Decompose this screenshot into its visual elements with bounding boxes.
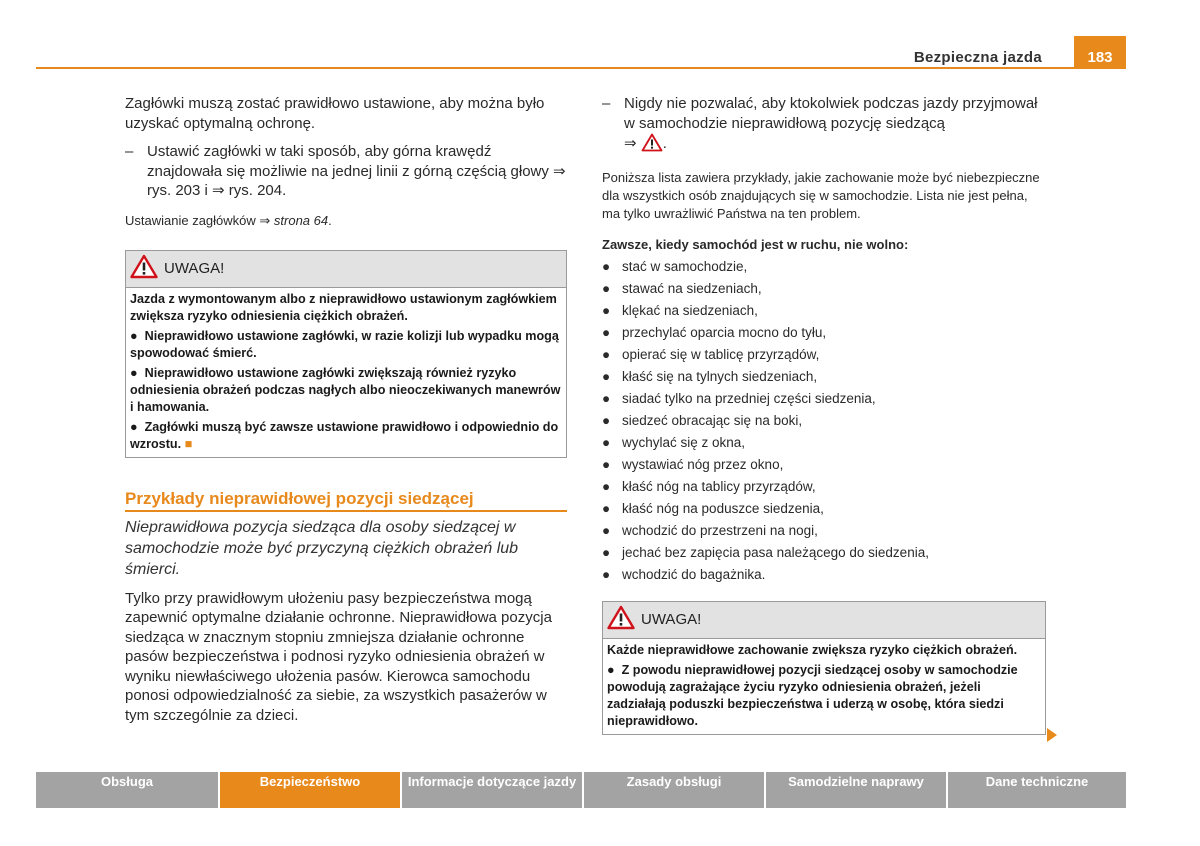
bullet-icon: ● — [602, 368, 611, 384]
never-allow-instruction — [602, 94, 1046, 158]
nav-tab-zasady[interactable]: Zasady obsługi — [584, 772, 764, 808]
list-item-text: stać w samochodzie, — [622, 258, 748, 274]
bullet-icon: ● — [602, 478, 611, 494]
bullet-icon: ● — [602, 346, 611, 362]
list-item-text: jechać bez zapięcia pasa należącego do siedzenia, — [622, 544, 929, 560]
end-marker-icon: ■ — [184, 436, 193, 451]
bullet-icon: ● — [602, 456, 611, 472]
nav-tab-naprawy[interactable]: Samodzielne naprawy — [766, 772, 946, 808]
header-section-title: Bezpieczna jazda — [913, 49, 1042, 66]
warning-bullet — [130, 419, 562, 453]
list-item-text: kłaść nóg na tablicy przyrządów, — [622, 478, 816, 494]
headrest-intro-paragraph: Zagłówki muszą zostać prawidłowo ustawione, aby można było uzyskać optymalną ochronę. — [125, 95, 545, 132]
warning-bullet-text: Z powodu nieprawidłowej pozycji siedzącej osoby w samochodzie powodują zagrażające życiu ryzyko odniesienia obrażeń, jeżeli zadziałają poduszki bezpieczeństwa i uderzą w osobę, która siedzi nieprawidłowo. — [607, 662, 1018, 728]
list-item-text: siadać tylko na przedniej części siedzenia, — [622, 390, 876, 406]
list-item-text: wystawiać nóg przez okno, — [622, 456, 784, 472]
nav-tab-obsluga[interactable]: Obsługa — [36, 772, 218, 808]
cross-reference-link[interactable]: strona 64 — [273, 212, 329, 228]
bullet-icon: ● — [130, 328, 138, 343]
section-heading: Przykłady nieprawidłowej pozycji siedzącej — [125, 489, 567, 512]
headrest-instruction-text: Ustawić zagłówki w taki sposób, aby górna krawędź znajdowała się możliwie na jednej linii z górną częścią głowy ⇒ rys. 203 i ⇒ rys. 204. — [147, 143, 566, 199]
nav-tab-dane[interactable]: Dane techniczne — [948, 772, 1126, 808]
list-item-text: kłaść nóg na poduszce siedzenia, — [622, 500, 824, 516]
list-item-text: wchodzić do bagażnika. — [622, 566, 766, 582]
warning-title: UWAGA! — [641, 611, 702, 628]
warning-bullet-text: Nieprawidłowo ustawione zagłówki, w razie kolizji lub wypadku mogą spowodować śmierć. — [130, 328, 559, 360]
list-item — [602, 300, 1046, 322]
bullet-icon: ● — [602, 280, 611, 296]
bullet-icon: ● — [607, 662, 615, 677]
warning-lead: Jazda z wymontowanym albo z nieprawidłowo ustawionym zagłówkiem zwiększa ryzyko odniesienia ciężkich obrażeń. — [130, 291, 557, 323]
dash-marker: – — [125, 143, 134, 160]
warning-box-seating — [602, 601, 1046, 735]
left-column — [125, 94, 567, 725]
list-item — [602, 388, 1046, 410]
warning-body — [126, 288, 566, 457]
nav-tab-informacje[interactable]: Informacje dotyczące jazdy — [402, 772, 582, 808]
bullet-icon: ● — [602, 544, 611, 560]
list-item — [602, 542, 1046, 564]
bullet-icon: ● — [602, 412, 611, 428]
arrow-ref: ⇒ — [624, 135, 637, 152]
list-item — [602, 432, 1046, 454]
nav-tab-bezpieczenstwo[interactable]: Bezpieczeństwo — [220, 772, 400, 808]
list-item-text: kłaść się na tylnych siedzeniach, — [622, 368, 818, 384]
dash-marker: – — [602, 95, 611, 112]
bullet-icon: ● — [130, 419, 138, 434]
cross-reference-end: . — [328, 212, 332, 228]
seat-belt-paragraph: Tylko przy prawidłowym ułożeniu pasy bezpieczeństwa mogą zapewnić optymalne działanie ochronne. Nieprawidłowa pozycja siedząca w znacznym stopniu zmniejsza działanie ochronne pasów bezpieczeństwa i podnosi ryzyko odniesienia obrażeń w wyniku niewłaściwego ułożenia pasów. Kierowca samochodu ponosi odpowiedzialność za siebie, za wszystkich pasażerów w tym szczególnie za dzieci. — [125, 589, 552, 724]
list-item — [602, 344, 1046, 366]
list-item — [602, 366, 1046, 388]
bullet-icon: ● — [602, 324, 611, 340]
list-item-text: klękać na siedzeniach, — [622, 302, 758, 318]
list-item — [602, 454, 1046, 476]
list-item-text: wchodzić do przestrzeni na nogi, — [622, 522, 818, 538]
warning-triangle-icon — [130, 254, 158, 284]
bullet-icon: ● — [602, 302, 611, 318]
bullet-icon: ● — [602, 258, 611, 274]
warning-box-headrest — [125, 250, 567, 458]
cross-reference — [125, 212, 567, 230]
list-item — [602, 410, 1046, 432]
list-item — [602, 498, 1046, 520]
never-allow-sentence: Nigdy nie pozwalać, aby ktokolwiek podczas jazdy przyjmował w samochodzie nieprawidłową pozycję siedzącą — [624, 95, 1038, 132]
bullet-icon: ● — [602, 500, 611, 516]
list-item — [602, 564, 1046, 586]
warning-triangle-icon — [607, 605, 635, 635]
section-intro: Nieprawidłowa pozycja siedząca dla osoby siedzącej w samochodzie może być przyczyną ciężkich obrażeń lub śmierci. — [125, 518, 519, 578]
header-rule — [36, 67, 1126, 69]
bullet-icon: ● — [602, 434, 611, 450]
bullet-icon: ● — [130, 365, 138, 380]
headrest-instruction — [125, 142, 567, 201]
list-item — [602, 278, 1046, 300]
warning-title: UWAGA! — [164, 260, 225, 277]
continue-arrow-icon — [1047, 728, 1057, 742]
bullet-icon: ● — [602, 566, 611, 582]
warning-bullet-text: Nieprawidłowo ustawione zagłówki zwiększają również ryzyko odniesienia obrażeń podczas nagłych albo nieoczekiwanych manewrów i hamowania. — [130, 365, 561, 414]
list-item — [602, 322, 1046, 344]
list-item-text: opierać się w tablicę przyrządów, — [622, 346, 820, 362]
list-item — [602, 256, 1046, 278]
list-intro-paragraph: Poniższa lista zawiera przykłady, jakie zachowanie może być niebezpieczne dla wszystkich osób znajdujących się w samochodzie. Lista nie jest pełna, ma tylko uwrażliwić Państwa na ten problem. — [602, 169, 1040, 221]
warning-triangle-icon — [641, 133, 663, 158]
warning-header — [126, 251, 566, 288]
warning-bullet — [130, 328, 562, 362]
list-item — [602, 520, 1046, 542]
forbidden-actions-list — [602, 256, 1046, 586]
list-item-text: siedzeć obracając się na boki, — [622, 412, 803, 428]
list-item-text: wychylać się z okna, — [622, 434, 746, 450]
warning-body — [603, 639, 1045, 734]
list-item-text: stawać na siedzeniach, — [622, 280, 762, 296]
warning-bullet — [607, 662, 1041, 730]
warning-header — [603, 602, 1045, 639]
warning-bullet-text: Zagłówki muszą być zawsze ustawione prawidłowo i odpowiednio do wzrostu. — [130, 419, 559, 451]
cross-reference-text: Ustawianie zagłówków ⇒ — [125, 212, 274, 228]
never-allow-text: Nigdy nie pozwalać, aby ktokolwiek podczas jazdy przyjmował w samochodzie nieprawidłową pozycję siedzącą ⇒ . — [624, 94, 1046, 158]
bullet-icon: ● — [602, 522, 611, 538]
right-column — [602, 94, 1046, 735]
warning-lead: Każde nieprawidłowe zachowanie zwiększa ryzyko ciężkich obrażeń. — [607, 642, 1018, 657]
list-item-text: przechylać oparcia mocno do tyłu, — [622, 324, 827, 340]
page-number: 183 — [1074, 36, 1126, 69]
list-item — [602, 476, 1046, 498]
list-title: Zawsze, kiedy samochód jest w ruchu, nie wolno: — [602, 236, 909, 252]
bullet-icon: ● — [602, 390, 611, 406]
warning-bullet — [130, 365, 562, 416]
